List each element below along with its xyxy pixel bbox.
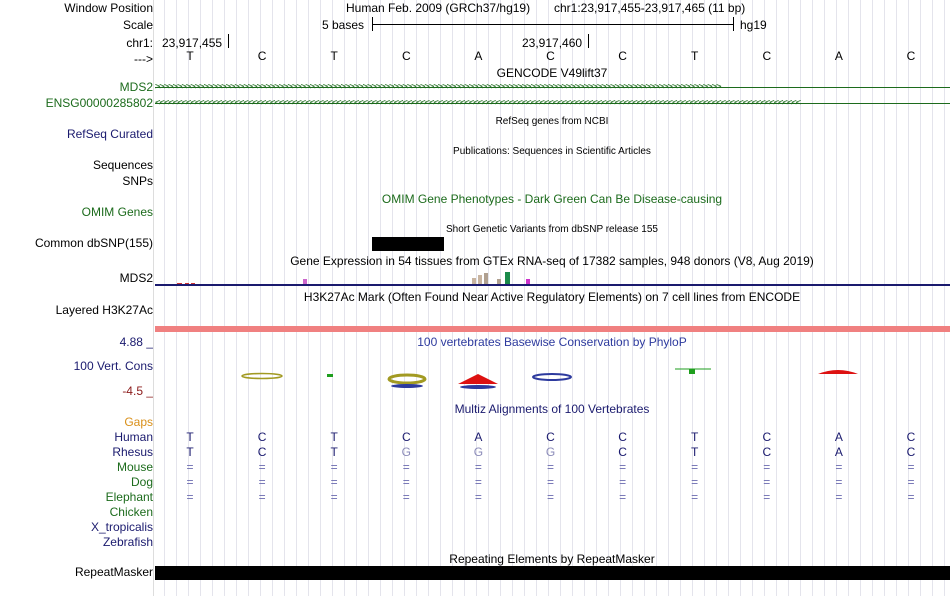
dog-aligned-base: = (691, 475, 699, 489)
human-aligned-base: T (691, 430, 699, 444)
conservation-mark-9 (818, 370, 858, 374)
ensg-strand-arrows: <<<<<<<<<<<<<<<<<<<<<<<<<<<<<<<<<<<<<<<<<<<<<<<<<<<<<<<<<<<<<<<<<<<<<<<<<<<<<<<<<<<<<<<<<<<<<<<<<<<<<<<<<<<<<<<<<<<<<<<<<<<<<<<<<<<<<<<<<<<<<<<<<< (155, 98, 801, 108)
refseq-track-label[interactable]: RefSeq Curated (66, 127, 153, 141)
ensg-gene-label[interactable]: ENSG00000285802 (45, 96, 153, 110)
mouse-aligned-base: = (258, 460, 266, 474)
conservation-mark-7 (533, 374, 571, 380)
rhesus-aligned-base: C (618, 445, 627, 459)
vert-cons-track-label[interactable]: 100 Vert. Cons (73, 359, 153, 373)
mds2-gtex-label[interactable]: MDS2 (119, 271, 153, 285)
mouse-aligned-base: = (546, 460, 554, 474)
conservation-mark-8 (689, 369, 695, 374)
conservation-mark-1 (242, 374, 282, 379)
rhesus-aligned-base: T (186, 445, 194, 459)
base-letter: C (618, 49, 627, 63)
omim-track-title: OMIM Gene Phenotypes - Dark Green Can Be Disease-causing (381, 192, 723, 206)
mouse-aligned-base: = (619, 460, 627, 474)
phylop-logo-area (155, 360, 950, 390)
base-letter: C (401, 49, 411, 63)
gtex-track-title: Gene Expression in 54 tissues from GTEx RNA-seq of 17382 samples, 948 donors (V8, Aug 2019) (290, 254, 814, 268)
human-aligned-base: T (186, 430, 194, 444)
elephant-aligned-base: = (546, 490, 554, 504)
gtex-baseline (155, 284, 950, 286)
layered-h3k27ac-track-label[interactable]: Layered H3K27Ac (55, 303, 153, 317)
dbsnp-track-title: Short Genetic Variants from dbSNP release 155 (446, 224, 658, 235)
base-letter: A (474, 49, 483, 63)
rhesus-aligned-base: G (545, 445, 556, 459)
human-aligned-base: T (330, 430, 338, 444)
position-readout: chr1:23,917,455-23,917,465 (11 bp) (554, 1, 746, 15)
rhesus-aligned-base: C (906, 445, 916, 459)
base-letter: C (906, 49, 916, 63)
dog-aligned-base: = (763, 475, 771, 489)
human-aligned-base: C (401, 430, 411, 444)
mouse-aligned-base: = (402, 460, 410, 474)
repeatmasker-track-label[interactable]: RepeatMasker (74, 565, 153, 579)
gtex-tissue-bar[interactable] (478, 275, 482, 284)
elephant-aligned-base: = (258, 490, 266, 504)
mouse-aligned-base: = (186, 460, 194, 474)
mouse-aligned-base: = (691, 460, 699, 474)
gtex-tissue-bar[interactable] (505, 272, 510, 284)
base-letter: T (186, 49, 194, 63)
snps-track-label[interactable]: SNPs (122, 174, 153, 188)
species-human-label: Human (114, 430, 153, 444)
conservation-mark-4 (391, 384, 423, 388)
publications-track-title: Publications: Sequences in Scientific Articles (453, 146, 651, 157)
elephant-aligned-base: = (835, 490, 843, 504)
mouse-aligned-base: = (835, 460, 843, 474)
base-letter: C (546, 49, 555, 63)
phylop-track-title: 100 vertebrates Basewise Conservation by PhyloP (417, 335, 687, 349)
h3k27ac-track-title: H3K27Ac Mark (Often Found Near Active Regulatory Elements) on 7 cell lines from ENCODE (303, 290, 801, 304)
rhesus-aligned-base: C (257, 445, 267, 459)
rhesus-aligned-base: T (691, 445, 699, 459)
dog-aligned-base: = (835, 475, 843, 489)
human-aligned-base: A (474, 430, 483, 444)
human-aligned-base: C (762, 430, 772, 444)
elephant-aligned-base: = (402, 490, 410, 504)
sequences-track-label[interactable]: Sequences (92, 158, 153, 172)
species-zebrafish-label: Zebrafish (102, 535, 153, 549)
base-letter: T (330, 49, 338, 63)
conservation-mark-2 (327, 374, 333, 377)
species-rhesus-label: Rhesus (112, 445, 153, 459)
omim-genes-track-label[interactable]: OMIM Genes (81, 205, 153, 219)
repeatmasker-track-title: Repeating Elements by RepeatMasker (449, 552, 655, 566)
rhesus-aligned-base: G (401, 445, 411, 459)
strand-label: ---> (134, 52, 153, 66)
gencode-track-title: GENCODE V49lift37 (496, 66, 608, 80)
elephant-aligned-base: = (619, 490, 627, 504)
dbsnp-variant[interactable] (372, 237, 444, 251)
dog-aligned-base: = (619, 475, 627, 489)
coord-left: 23,917,455 (162, 36, 223, 50)
species-x-tropicalis-label: X_tropicalis (90, 520, 153, 534)
track-image[interactable] (155, 0, 950, 596)
elephant-aligned-base: = (186, 490, 194, 504)
repeatmasker-element[interactable] (155, 566, 950, 580)
base-letter: C (257, 49, 267, 63)
base-letter: T (691, 49, 699, 63)
elephant-aligned-base: = (691, 490, 699, 504)
elephant-aligned-base: = (763, 490, 771, 504)
dog-aligned-base: = (402, 475, 410, 489)
h3k27ac-signal[interactable] (155, 326, 950, 332)
dog-aligned-base: = (186, 475, 194, 489)
coord-mid: 23,917,460 (522, 36, 583, 50)
dog-aligned-base: = (546, 475, 554, 489)
human-aligned-base: C (546, 430, 555, 444)
coord-mid-tick (588, 34, 589, 48)
human-aligned-base: C (906, 430, 916, 444)
dog-aligned-base: = (474, 475, 482, 489)
gtex-tissue-bar[interactable] (484, 273, 488, 284)
mouse-aligned-base: = (474, 460, 482, 474)
window-position-label: Window Position (64, 1, 153, 15)
track-label-column (0, 0, 153, 596)
phylop-min-label: -4.5 _ (122, 384, 153, 398)
conservation-mark-3 (389, 375, 425, 383)
scale-bar-db: hg19 (740, 18, 767, 32)
coord-left-tick (228, 34, 229, 48)
human-aligned-base: C (618, 430, 627, 444)
base-letter: A (834, 49, 843, 63)
label-separator (153, 0, 154, 596)
conservation-mark-6 (460, 385, 496, 389)
rhesus-aligned-base: A (834, 445, 843, 459)
scale-bar-label: 5 bases (322, 18, 365, 32)
phylop-max-label: 4.88 _ (119, 335, 153, 349)
species-elephant-label: Elephant (105, 490, 153, 504)
mds2-strand-arrows: >>>>>>>>>>>>>>>>>>>>>>>>>>>>>>>>>>>>>>>>>>>>>>>>>>>>>>>>>>>>>>>>>>>>>>>>>>>>>>>>>>>>>>>>>>>>>>>>>>>>>>>>>>>>>>>>>>>>>>>>>>>>>>>> (155, 82, 721, 92)
dog-aligned-base: = (330, 475, 338, 489)
dog-aligned-base: = (907, 475, 915, 489)
elephant-aligned-base: = (907, 490, 915, 504)
rhesus-aligned-base: C (762, 445, 772, 459)
scale-bar (372, 24, 734, 25)
conservation-mark-5 (458, 374, 498, 384)
rhesus-aligned-base: G (473, 445, 484, 459)
refseq-track-title: RefSeq genes from NCBI (495, 116, 609, 127)
multiz-track-title: Multiz Alignments of 100 Vertebrates (454, 402, 650, 416)
dog-aligned-base: = (258, 475, 266, 489)
common-dbsnp-track-label[interactable]: Common dbSNP(155) (34, 236, 153, 250)
rhesus-aligned-base: T (330, 445, 338, 459)
elephant-aligned-base: = (474, 490, 482, 504)
gaps-track-label[interactable]: Gaps (124, 415, 153, 429)
scale-bar-right-tick (733, 17, 734, 31)
assembly-title: Human Feb. 2009 (GRCh37/hg19) (346, 1, 531, 15)
species-chicken-label: Chicken (109, 505, 153, 519)
mouse-aligned-base: = (330, 460, 338, 474)
mouse-aligned-base: = (907, 460, 915, 474)
elephant-aligned-base: = (330, 490, 338, 504)
human-aligned-base: C (257, 430, 267, 444)
species-mouse-label: Mouse (116, 460, 153, 474)
scale-label: Scale (122, 18, 153, 32)
chr-label: chr1: (126, 36, 153, 50)
human-aligned-base: A (834, 430, 843, 444)
base-letter: C (762, 49, 772, 63)
mds2-gene-label[interactable]: MDS2 (119, 80, 153, 94)
species-dog-label: Dog (130, 475, 153, 489)
mouse-aligned-base: = (763, 460, 771, 474)
